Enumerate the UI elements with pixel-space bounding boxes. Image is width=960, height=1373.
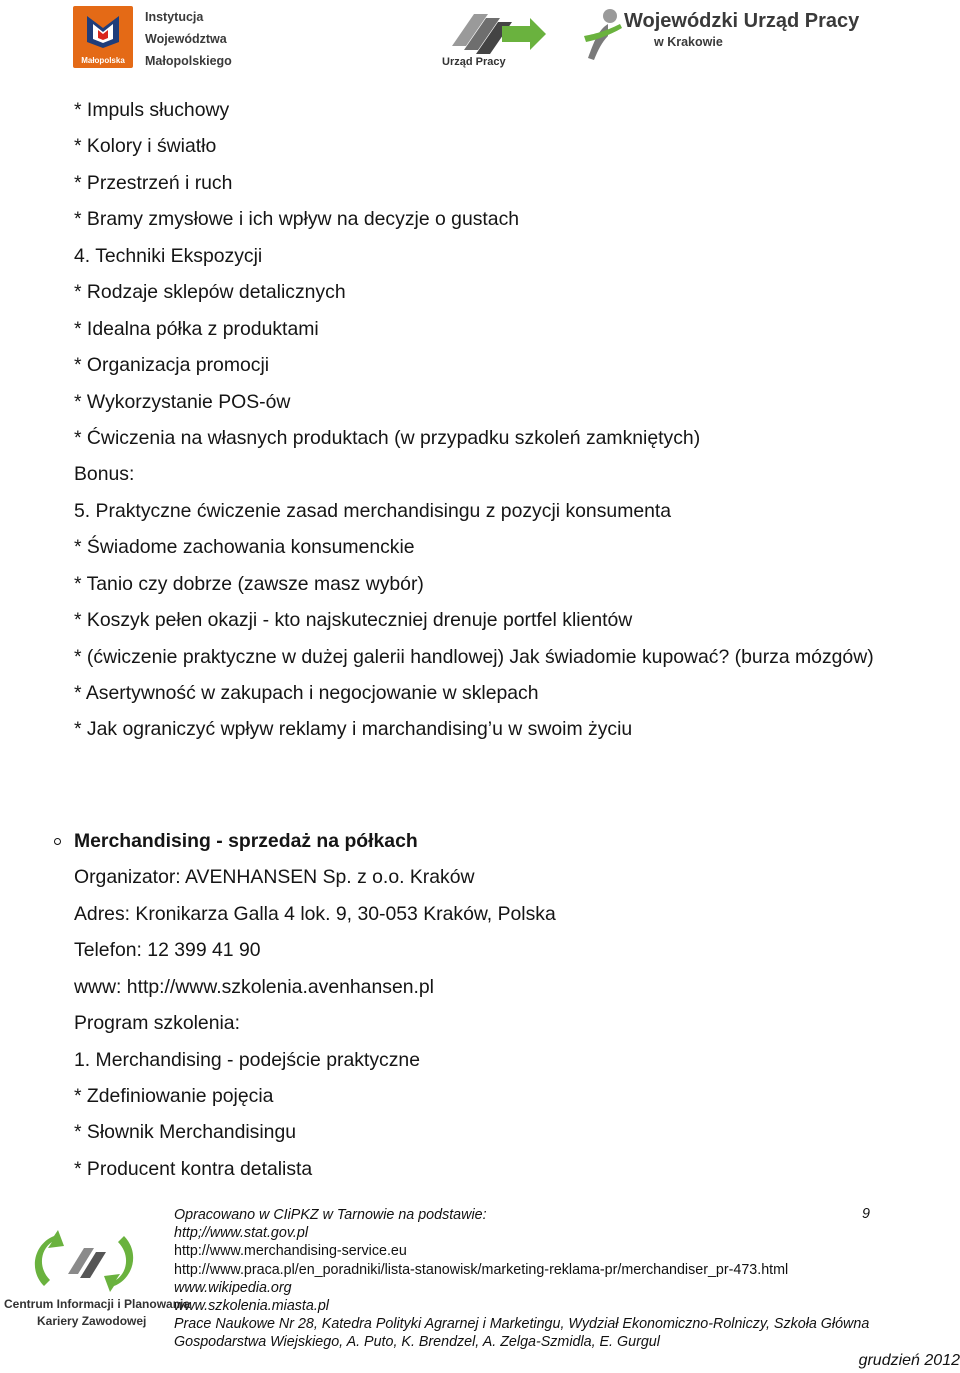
section-heading: 5. Praktyczne ćwiczenie zasad merchandisingu z pozycji konsumenta	[74, 499, 672, 522]
wup-subtitle: w Krakowie	[654, 35, 723, 49]
organizer-line: Organizator: AVENHANSEN Sp. z o.o. Kraków	[74, 866, 475, 889]
text-line: * Ćwiczenia na własnych produktach (w przypadku szkoleń zamkniętych)	[74, 426, 701, 449]
text-line: * Koszyk pełen okazji - kto najskuteczniej drenuje portfel klientów	[74, 609, 633, 632]
text-line: * Asertywność w zakupach i negocjowanie w sklepach	[74, 682, 539, 704]
section-heading: 1. Merchandising - podejście praktyczne	[74, 1048, 420, 1071]
source-link[interactable]: http://www.praca.pl/en_poradniki/lista-stanowisk/marketing-reklama-pr/merchandiser_pr-473.html	[174, 1261, 789, 1278]
malopolska-crest-icon	[81, 12, 125, 50]
phone-label: Telefon:	[74, 939, 142, 962]
text-line: * Organizacja promocji	[74, 354, 270, 377]
phone-line	[74, 932, 954, 968]
footer-sources	[174, 1206, 869, 1352]
malopolska-line-2: Województwa	[145, 32, 227, 46]
source-link[interactable]: www.wikipedia.org	[174, 1279, 292, 1296]
text-line: * Rodzaje sklepów detalicznych	[74, 281, 346, 304]
address-line: Adres: Kronikarza Galla 4 lok. 9, 30-053 Kraków, Polska	[74, 902, 556, 925]
text-line: * (ćwiczenie praktyczne w dużej galerii handlowej) Jak świadomie kupować? (burza mózgów)	[74, 645, 874, 668]
cip-line-2: Kariery Zawodowej	[37, 1314, 147, 1328]
bullet-icon	[54, 838, 61, 845]
source-citation: Gospodarstwa Wiejskiego, A. Puto, K. Brendzel, A. Zelga-Szmidla, E. Gurgul	[174, 1334, 660, 1351]
malopolska-line-1: Instytucja	[145, 10, 204, 24]
cip-line-1: Centrum Informacji i Planowania	[4, 1297, 191, 1311]
www-line: www: http://www.szkolenia.avenhansen.pl	[74, 975, 434, 998]
cip-logo	[4, 1226, 191, 1336]
text-line: * Przestrzeń i ruch	[74, 171, 233, 194]
text-line: * Jak ograniczyć wpływ reklamy i marchandising’u w swoim życiu	[74, 718, 633, 741]
malopolska-badge-text: Małopolska	[81, 56, 125, 65]
text-line: * Bramy zmysłowe i ich wpływ na decyzje o gustach	[74, 208, 520, 231]
wup-figure-icon	[580, 6, 624, 66]
text-line: * Zdefiniowanie pojęcia	[74, 1084, 274, 1107]
source-intro: Opracowano w CIiPKZ w Tarnowie na podstawie:	[174, 1207, 487, 1223]
cip-arrows-icon	[24, 1226, 144, 1296]
text-line: * Słownik Merchandisingu	[74, 1121, 297, 1144]
malopolska-institution-text	[145, 6, 232, 72]
urzad-pracy-chevrons-icon	[444, 6, 548, 56]
page-number: 9	[862, 1206, 870, 1222]
text-line: * Kolory i światło	[74, 135, 217, 158]
text-line: * Idealna półka z produktami	[74, 317, 319, 340]
section-heading: 4. Techniki Ekspozycji	[74, 244, 263, 267]
program-label: Program szkolenia:	[74, 1012, 240, 1035]
text-line: * Impuls słuchowy	[74, 99, 230, 121]
malopolska-logo	[73, 6, 248, 72]
text-line: * Wykorzystanie POS-ów	[74, 390, 291, 413]
source-link[interactable]: http://www.merchandising-service.eu	[174, 1243, 407, 1260]
phone-value: 12 399 41 90	[141, 939, 261, 962]
source-citation: Prace Naukowe Nr 28, Katedra Polityki Agrarnej i Marketingu, Wydział Ekonomiczno-Rolniczy, Szkoła Główna	[174, 1316, 870, 1333]
footer-date: grudzień 2012	[858, 1352, 960, 1369]
wup-title: Wojewódzki Urząd Pracy	[624, 10, 860, 32]
source-link[interactable]: www.szkolenia.miasta.pl	[174, 1298, 329, 1315]
document-body	[74, 92, 954, 1187]
wup-logo	[580, 6, 870, 66]
malopolska-line-3: Małopolskiego	[145, 54, 232, 68]
urzad-pracy-text: Urząd Pracy	[442, 56, 506, 68]
text-line: * Tanio czy dobrze (zawsze masz wybór)	[74, 572, 424, 595]
malopolska-badge	[73, 6, 133, 68]
source-link[interactable]: http;//www.stat.gov.pl	[174, 1225, 309, 1242]
text-line: * Producent kontra detalista	[74, 1157, 313, 1180]
training-title	[74, 823, 954, 859]
training-title-text: Merchandising - sprzedaż na półkach	[74, 829, 418, 852]
urzad-pracy-logo	[440, 6, 550, 72]
text-line: * Świadome zachowania konsumenckie	[74, 536, 415, 559]
bonus-label: Bonus:	[74, 463, 135, 486]
